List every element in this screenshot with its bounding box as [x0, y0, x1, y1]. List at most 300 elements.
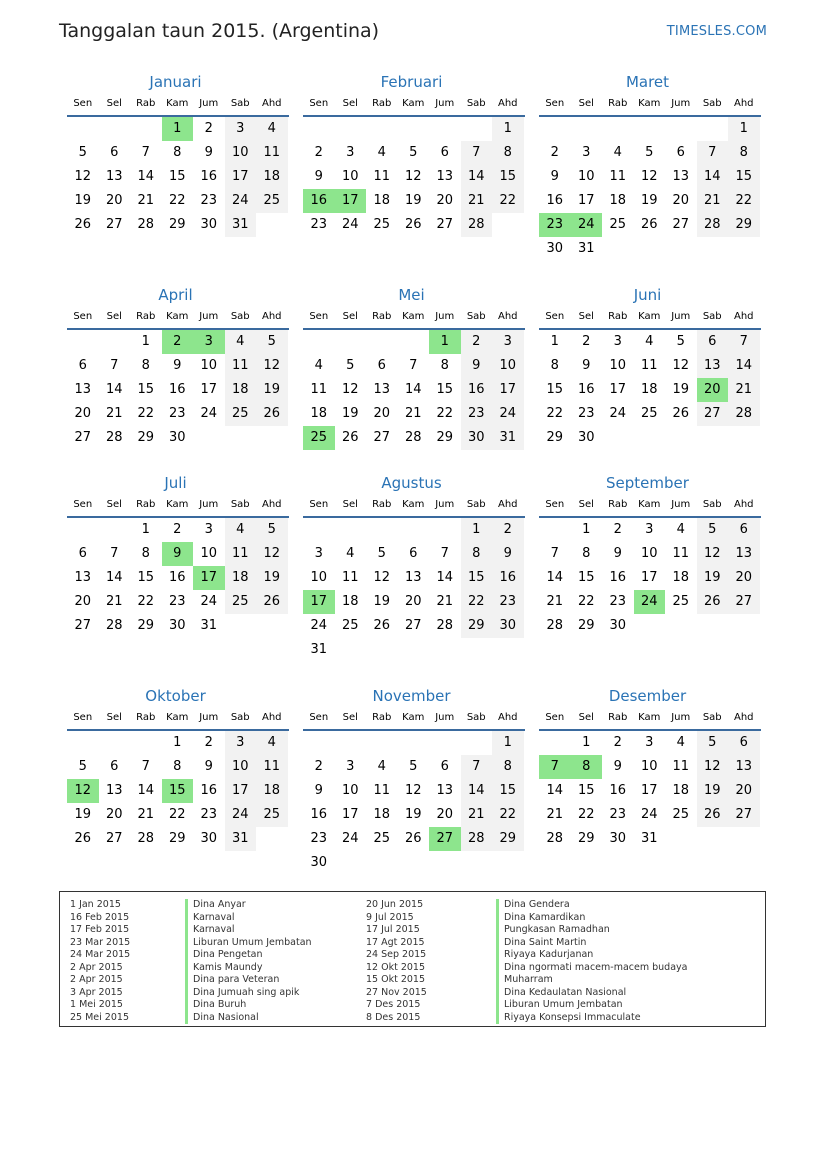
week-row	[303, 117, 525, 141]
day-cell: 3	[225, 117, 257, 141]
empty-cell	[303, 518, 335, 542]
day-cell: 16	[609, 570, 627, 585]
day-cell: 6	[377, 358, 386, 373]
week-row	[303, 755, 525, 779]
day-cell: 12	[256, 354, 288, 378]
empty-cell	[303, 731, 335, 755]
empty-cell	[225, 426, 257, 450]
week-row	[303, 213, 525, 237]
empty-cell	[335, 638, 367, 662]
weekday-label: Kam	[638, 311, 661, 322]
week-row	[539, 779, 761, 803]
day-cell: 18	[256, 165, 288, 189]
week-row	[303, 803, 525, 827]
month-name: Juni	[633, 286, 662, 304]
empty-cell	[461, 851, 493, 875]
weekday-label: Rab	[608, 712, 628, 723]
day-cell: 11	[672, 546, 690, 561]
legend-holiday-name: Dina Kamardikan	[504, 911, 586, 923]
day-cell: 12	[697, 755, 729, 779]
day-cell: 13	[672, 169, 690, 184]
day-cell: 20	[728, 779, 760, 803]
day-cell: 7	[550, 546, 559, 561]
day-cell: 18	[256, 779, 288, 803]
day-cell: 23	[200, 807, 218, 822]
empty-cell	[634, 614, 666, 638]
day-cell: 18	[373, 193, 391, 208]
day-cell: 24	[225, 189, 257, 213]
empty-cell	[697, 827, 729, 851]
day-cell: 28	[137, 217, 155, 232]
day-cell: 24	[341, 217, 359, 232]
day-cell: 22	[577, 594, 595, 609]
weekday-label: Jum	[199, 499, 219, 510]
day-cell: 27	[373, 430, 391, 445]
weekday-header	[67, 308, 289, 330]
day-cell: 5	[78, 145, 87, 160]
day-cell: 2	[613, 522, 622, 537]
day-cell: 2	[582, 334, 591, 349]
day-cell: 3	[613, 334, 622, 349]
weekday-header	[539, 95, 761, 117]
weekday-label: Sel	[106, 311, 122, 322]
day-cell: 3	[225, 731, 257, 755]
day-cell: 17	[492, 378, 524, 402]
day-cell: 16	[492, 566, 524, 590]
day-cell: 12	[341, 382, 359, 397]
weekday-label: Ahd	[733, 98, 754, 109]
month-name: November	[372, 687, 451, 705]
week-row	[539, 518, 761, 542]
day-cell: 1	[492, 731, 524, 755]
weekday-label: Jum	[671, 311, 691, 322]
legend-date: 27 Nov 2015	[366, 986, 427, 998]
empty-cell	[429, 117, 461, 141]
empty-cell	[99, 518, 131, 542]
empty-cell	[303, 330, 335, 354]
empty-cell	[429, 731, 461, 755]
holiday-day: 9	[162, 542, 194, 566]
week-row	[539, 354, 761, 378]
day-cell: 26	[74, 831, 92, 846]
day-cell: 8	[141, 358, 150, 373]
day-cell: 16	[168, 382, 186, 397]
week-row	[67, 330, 289, 354]
weekday-label: Sel	[342, 499, 358, 510]
day-cell: 4	[256, 731, 288, 755]
day-cell: 17	[640, 570, 658, 585]
day-cell: 28	[105, 430, 123, 445]
week-row	[303, 827, 525, 851]
day-cell: 27	[404, 618, 422, 633]
day-cell: 6	[676, 145, 685, 160]
day-cell: 20	[672, 193, 690, 208]
day-cell: 15	[436, 382, 454, 397]
week-row	[539, 803, 761, 827]
day-cell: 7	[409, 358, 418, 373]
day-cell: 18	[341, 594, 359, 609]
day-cell: 5	[256, 518, 288, 542]
day-cell: 22	[728, 189, 760, 213]
legend-holiday-name: Dina ngormati macem-macem budaya	[504, 961, 688, 973]
day-cell: 14	[697, 165, 729, 189]
weekday-label: Ahd	[497, 98, 518, 109]
day-cell: 24	[225, 803, 257, 827]
weekday-header	[67, 496, 289, 518]
month-juli	[67, 473, 289, 638]
empty-cell	[461, 117, 493, 141]
legend-date: 24 Mar 2015	[70, 949, 131, 960]
weekday-label: Sab	[230, 712, 250, 723]
day-cell: 9	[550, 169, 559, 184]
empty-cell	[130, 117, 162, 141]
holiday-day: 8	[571, 755, 603, 779]
day-cell: 9	[461, 354, 493, 378]
legend-date: 2 Apr 2015	[70, 961, 123, 973]
day-cell: 7	[697, 141, 729, 165]
month-agustus	[303, 473, 525, 662]
legend-date: 2 Apr 2015	[70, 974, 123, 985]
empty-cell	[398, 330, 430, 354]
day-cell: 27	[697, 402, 729, 426]
week-row	[67, 518, 289, 542]
day-cell: 10	[640, 546, 658, 561]
day-cell: 19	[341, 406, 359, 421]
empty-cell	[539, 518, 571, 542]
month-juni	[539, 285, 761, 450]
day-cell: 24	[640, 807, 658, 822]
weekday-label: Rab	[136, 712, 156, 723]
weekday-label: Rab	[372, 98, 392, 109]
day-cell: 15	[492, 779, 524, 803]
day-cell: 8	[550, 358, 559, 373]
weekday-header	[303, 496, 525, 518]
day-cell: 1	[173, 735, 182, 750]
day-cell: 7	[141, 145, 150, 160]
day-cell: 15	[137, 570, 155, 585]
weekday-label: Sen	[545, 98, 565, 109]
weekday-label: Sel	[106, 98, 122, 109]
weekday-label: Rab	[608, 311, 628, 322]
weekday-label: Kam	[638, 98, 661, 109]
day-cell: 4	[676, 735, 685, 750]
day-cell: 4	[256, 117, 288, 141]
day-cell: 2	[173, 522, 182, 537]
weekday-label: Sab	[466, 712, 486, 723]
empty-cell	[602, 426, 634, 450]
weekday-label: Ahd	[733, 712, 754, 723]
day-cell: 26	[373, 618, 391, 633]
month-desember	[539, 686, 761, 851]
day-cell: 29	[546, 430, 564, 445]
legend-date: 23 Mar 2015	[70, 936, 131, 948]
day-cell: 26	[640, 217, 658, 232]
week-row	[67, 426, 289, 450]
day-cell: 29	[168, 217, 186, 232]
weekday-label: Sen	[545, 311, 565, 322]
day-cell: 21	[137, 193, 155, 208]
week-row	[303, 851, 525, 875]
day-cell: 13	[373, 382, 391, 397]
empty-cell	[539, 731, 571, 755]
day-cell: 10	[640, 759, 658, 774]
day-cell: 4	[377, 759, 386, 774]
legend-dates-right	[366, 899, 427, 1024]
weekday-label: Rab	[136, 98, 156, 109]
weekday-header	[67, 95, 289, 117]
week-row	[303, 330, 525, 354]
day-cell: 7	[110, 358, 119, 373]
day-cell: 12	[672, 358, 690, 373]
day-cell: 13	[74, 382, 92, 397]
empty-cell	[193, 426, 225, 450]
empty-cell	[398, 117, 430, 141]
holiday-day: 23	[539, 213, 571, 237]
weekday-label: Sab	[702, 311, 722, 322]
weekday-label: Ahd	[261, 712, 282, 723]
month-april	[67, 285, 289, 450]
day-cell: 14	[546, 570, 564, 585]
legend-holiday-name: Riyaya Kadurjanan	[504, 949, 594, 960]
day-cell: 14	[404, 382, 422, 397]
empty-cell	[398, 518, 430, 542]
day-cell: 4	[613, 145, 622, 160]
day-cell: 24	[200, 406, 218, 421]
day-cell: 14	[137, 169, 155, 184]
weekday-label: Sab	[466, 311, 486, 322]
day-cell: 6	[78, 546, 87, 561]
weekday-label: Sen	[73, 499, 93, 510]
empty-cell	[335, 731, 367, 755]
day-cell: 18	[672, 783, 690, 798]
holiday-day: 25	[303, 426, 335, 450]
day-cell: 27	[728, 803, 760, 827]
empty-cell	[492, 638, 524, 662]
day-cell: 20	[436, 193, 454, 208]
holiday-day: 2	[162, 330, 194, 354]
day-cell: 15	[577, 783, 595, 798]
day-cell: 26	[256, 402, 288, 426]
weekday-label: Jum	[435, 98, 455, 109]
legend-date: 1 Jan 2015	[70, 899, 121, 910]
empty-cell	[366, 851, 398, 875]
legend-date: 17 Jul 2015	[366, 924, 420, 935]
weekday-header	[539, 709, 761, 731]
empty-cell	[398, 851, 430, 875]
weekday-label: Sen	[73, 712, 93, 723]
week-row	[539, 165, 761, 189]
empty-cell	[634, 426, 666, 450]
day-cell: 10	[492, 354, 524, 378]
empty-cell	[728, 614, 760, 638]
weekday-label: Jum	[671, 499, 691, 510]
week-row	[303, 402, 525, 426]
day-cell: 9	[204, 759, 213, 774]
empty-cell	[303, 117, 335, 141]
legend-holiday-name: Dina Nasional	[193, 1011, 259, 1023]
day-cell: 25	[256, 189, 288, 213]
day-cell: 18	[609, 193, 627, 208]
weekday-header	[303, 308, 525, 330]
day-cell: 9	[314, 783, 323, 798]
week-row	[303, 731, 525, 755]
weekday-label: Sen	[545, 712, 565, 723]
day-cell: 5	[697, 731, 729, 755]
legend-holiday-name: Dina Gendera	[504, 899, 570, 910]
week-row	[539, 189, 761, 213]
month-name: April	[158, 286, 193, 304]
day-cell: 9	[173, 358, 182, 373]
empty-cell	[99, 731, 131, 755]
day-cell: 14	[461, 779, 493, 803]
day-cell: 15	[577, 570, 595, 585]
weekday-label: Rab	[136, 499, 156, 510]
week-row	[303, 378, 525, 402]
day-cell: 17	[341, 807, 359, 822]
weekday-header	[539, 496, 761, 518]
empty-cell	[256, 827, 288, 851]
day-cell: 16	[577, 382, 595, 397]
month-september	[539, 473, 761, 638]
month-februari	[303, 72, 525, 237]
weekday-label: Ahd	[733, 499, 754, 510]
day-cell: 15	[546, 382, 564, 397]
day-cell: 25	[225, 402, 257, 426]
day-cell: 19	[640, 193, 658, 208]
legend-date: 7 Des 2015	[366, 999, 421, 1010]
day-cell: 12	[373, 570, 391, 585]
weekday-label: Kam	[638, 712, 661, 723]
week-row	[303, 614, 525, 638]
day-cell: 3	[346, 759, 355, 774]
day-cell: 25	[609, 217, 627, 232]
weekday-label: Rab	[136, 311, 156, 322]
site-link[interactable]: TIMESLES.COM	[666, 24, 767, 39]
day-cell: 6	[110, 759, 119, 774]
day-cell: 10	[200, 358, 218, 373]
day-cell: 5	[256, 330, 288, 354]
day-cell: 11	[225, 354, 257, 378]
holiday-day: 1	[162, 117, 194, 141]
legend-holiday-name: Dina Saint Martin	[504, 936, 587, 948]
day-cell: 20	[74, 594, 92, 609]
day-cell: 19	[256, 378, 288, 402]
day-cell: 9	[613, 759, 622, 774]
day-cell: 23	[168, 406, 186, 421]
day-cell: 25	[672, 807, 690, 822]
day-cell: 22	[546, 406, 564, 421]
day-cell: 11	[341, 570, 359, 585]
day-cell: 27	[672, 217, 690, 232]
legend-holiday-name: Dina Jumuah sing apik	[193, 986, 300, 998]
day-cell: 7	[461, 755, 493, 779]
day-cell: 10	[200, 546, 218, 561]
day-cell: 19	[404, 807, 422, 822]
day-cell: 25	[225, 590, 257, 614]
day-cell: 30	[609, 618, 627, 633]
empty-cell	[67, 731, 99, 755]
weekday-label: Sel	[578, 311, 594, 322]
weekday-label: Sab	[466, 499, 486, 510]
day-cell: 5	[409, 759, 418, 774]
week-row	[303, 638, 525, 662]
legend-holiday-name: Riyaya Konsepsi Immaculate	[504, 1011, 641, 1023]
weekday-header	[67, 709, 289, 731]
empty-cell	[634, 237, 666, 261]
weekday-header	[303, 95, 525, 117]
day-cell: 4	[225, 518, 257, 542]
day-cell: 16	[310, 807, 328, 822]
day-cell: 5	[676, 334, 685, 349]
holiday-day: 1	[429, 330, 461, 354]
day-cell: 25	[672, 594, 690, 609]
month-name: September	[606, 474, 689, 492]
day-cell: 18	[672, 570, 690, 585]
weekday-label: Kam	[402, 712, 425, 723]
empty-cell	[665, 827, 697, 851]
day-cell: 12	[74, 169, 92, 184]
day-cell: 16	[200, 783, 218, 798]
day-cell: 8	[173, 759, 182, 774]
weekday-label: Sel	[342, 712, 358, 723]
week-row	[67, 354, 289, 378]
day-cell: 2	[314, 759, 323, 774]
day-cell: 11	[373, 783, 391, 798]
day-cell: 31	[577, 241, 595, 256]
day-cell: 21	[546, 807, 564, 822]
empty-cell	[335, 518, 367, 542]
empty-cell	[335, 330, 367, 354]
day-cell: 22	[137, 406, 155, 421]
day-cell: 22	[168, 193, 186, 208]
empty-cell	[697, 117, 729, 141]
empty-cell	[256, 614, 288, 638]
legend-names-right	[496, 899, 687, 1024]
day-cell: 15	[728, 165, 760, 189]
week-row	[67, 213, 289, 237]
holiday-day: 17	[193, 566, 225, 590]
weekday-label: Sab	[466, 98, 486, 109]
day-cell: 8	[492, 141, 524, 165]
empty-cell	[429, 518, 461, 542]
month-name: Januari	[149, 73, 202, 91]
day-cell: 13	[697, 354, 729, 378]
week-row	[67, 378, 289, 402]
day-cell: 21	[461, 189, 493, 213]
week-row	[67, 165, 289, 189]
weekday-label: Kam	[402, 311, 425, 322]
day-cell: 30	[200, 831, 218, 846]
week-row	[303, 566, 525, 590]
week-row	[67, 141, 289, 165]
day-cell: 28	[105, 618, 123, 633]
day-cell: 4	[225, 330, 257, 354]
day-cell: 10	[225, 141, 257, 165]
week-row	[67, 731, 289, 755]
day-cell: 10	[341, 169, 359, 184]
empty-cell	[67, 330, 99, 354]
day-cell: 15	[492, 165, 524, 189]
empty-cell	[99, 117, 131, 141]
day-cell: 2	[613, 735, 622, 750]
day-cell: 29	[137, 618, 155, 633]
holiday-day: 15	[162, 779, 194, 803]
day-cell: 7	[728, 330, 760, 354]
weekday-header	[539, 308, 761, 330]
day-cell: 17	[640, 783, 658, 798]
empty-cell	[461, 638, 493, 662]
day-cell: 5	[377, 546, 386, 561]
